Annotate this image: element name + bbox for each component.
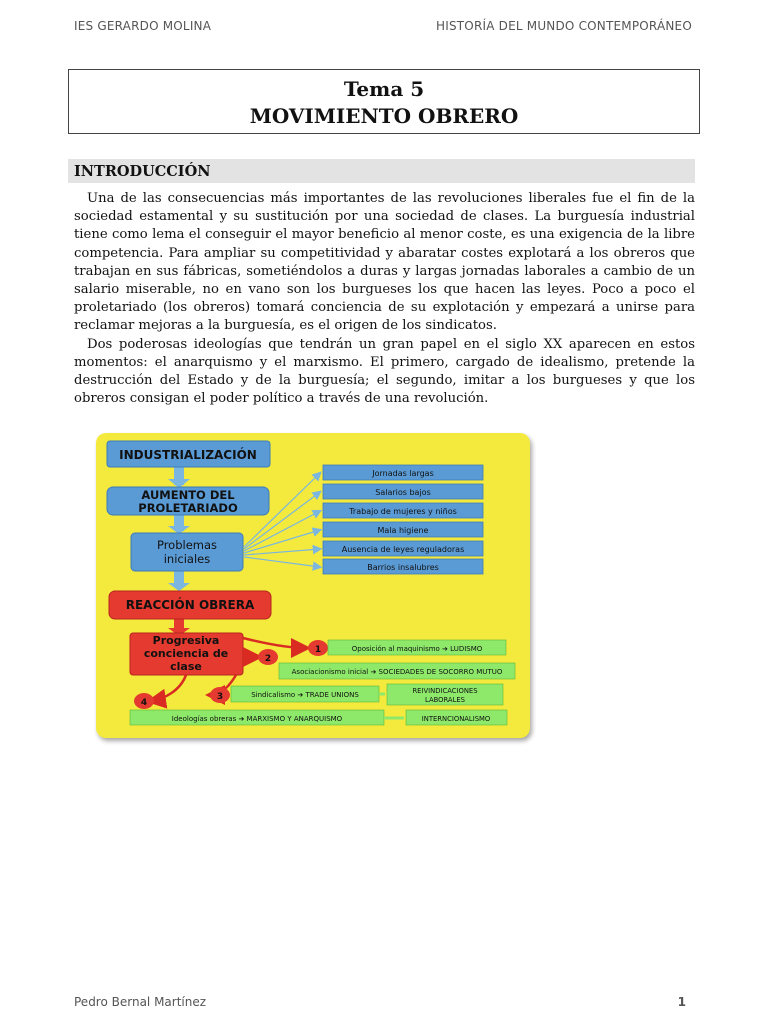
problem-item: Ausencia de leyes reguladoras [341,545,465,554]
industrializacion-label: INDUSTRIALIZACIÓN [119,448,257,462]
header-school: IES GERARDO MOLINA [74,19,212,33]
topic-number: Tema 5 [343,77,425,101]
problem-item: Salarios bajos [375,488,431,497]
problemas-label-1: Problemas [156,538,218,552]
problem-item: Jornadas largas [372,469,434,478]
step-text: Sindicalismo ➔ TRADE UNIONS [251,691,359,699]
problem-list [323,465,483,574]
step-number: 4 [140,698,148,708]
paragraph: Una de las consecuencias más importantes de las revoluciones liberales fue el fin de la sociedad estamental y su sustitución por una sociedad de clases. La burguesía industrial tiene como lema el conseguir el mayor beneficio al menor coste, es una exigencia de la libre competencia. Para ampliar su competitividad y abaratar costes explotará a los obreros que trabajan en sus fábricas, sometiéndolos a duras y largas jornadas laborales a cambio de un salario miserable, no en vano son los burgueses los que hacen las leyes. Poco a poco el proletariado (los obreros) tomará conciencia de su explotación y empezará a unirse para reclamar mejoras a la burguesía, es el origen de los sindicatos. [74,191,695,334]
reivindicaciones-1: REIVINDICACIONES [412,687,478,695]
step-number: 1 [314,645,322,655]
internacionalismo-text: INTERNCIONALISMO [421,715,491,723]
conciencia-label-3: clase [170,660,202,673]
problem-item: Trabajo de mujeres y niños [349,507,457,516]
step-number: 3 [216,692,224,702]
step-text: Asociacionismo inicial ➔ SOCIEDADES DE SOCORRO MUTUO [291,668,503,676]
conciencia-label-1: Progresiva [152,634,220,647]
page-number: 1 [677,995,686,1009]
problemas-label-2: iniciales [163,552,211,566]
section-heading: INTRODUCCIÓN [68,159,695,183]
problem-item: Barrios insalubres [367,563,439,572]
reaccion-label: REACCIÓN OBRERA [125,598,255,612]
problem-item: Mala higiene [377,526,429,535]
footer-author: Pedro Bernal Martínez [74,995,207,1009]
reivindicaciones-2: LABORALES [425,696,465,704]
aumento-label-1: AUMENTO DEL [141,488,235,502]
topic-title: MOVIMIENTO OBRERO [249,104,519,128]
diagram-canvas [96,433,530,738]
conciencia-label-2: conciencia de [143,647,229,660]
aumento-label-2: PROLETARIADO [138,501,238,515]
concept-diagram [96,433,530,738]
title-box [68,69,700,134]
step-text: Oposición al maquinismo ➔ LUDISMO [351,645,483,653]
step-text: Ideologías obreras ➔ MARXISMO Y ANARQUISMO [171,715,343,723]
step-number: 2 [264,654,272,664]
body-text [74,190,695,408]
header-subject: HISTORÍA DEL MUNDO CONTEMPORÁNEO [435,19,692,33]
paragraph: Dos poderosas ideologías que tendrán un gran papel en el siglo XX aparecen en estos momentos: el anarquismo y el marxismo. El primero, cargado de idealismo, pretende la destrucción del Estado y de la burguesía; el segundo, imitar a los burgueses y que los obreros consigan el poder político a través de una revolución. [74,336,695,407]
